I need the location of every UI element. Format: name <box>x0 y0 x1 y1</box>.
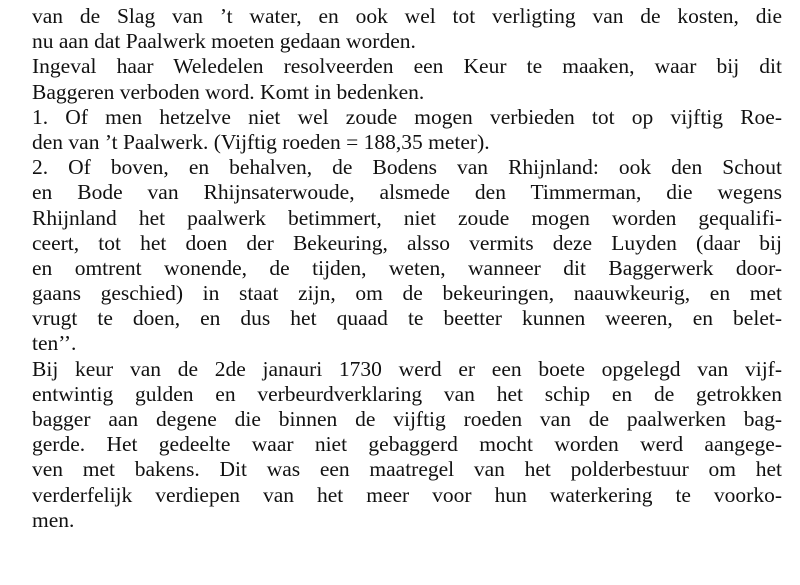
document-page <box>32 4 782 533</box>
text-line: ven met bakens. Dit was een maatregel van het polderbestuur om het <box>32 457 782 482</box>
text-line: gaans geschied) in staat zijn, om de bekeuringen, naauwkeurig, en met <box>32 281 782 306</box>
text-line: entwintig gulden en verbeurdverklaring van het schip en de getrokken <box>32 381 782 406</box>
text-line: ceert, tot het doen der Bekeuring, alsso vermits deze Luyden (daar bij <box>32 230 782 255</box>
text-line: nu aan dat Paalwerk moeten gedaan worden. <box>32 29 416 54</box>
text-line: 1. Of men hetzelve niet wel zoude mogen verbieden tot op vijftig Roe- <box>32 104 782 129</box>
text-line: Baggeren verboden word. Komt in bedenken. <box>32 79 425 104</box>
text-line: en omtrent wonende, de tijden, weten, wanneer dit Baggerwerk door- <box>32 255 782 280</box>
text-line: vrugt te doen, en dus het quaad te beetter kunnen weeren, en belet- <box>32 306 782 331</box>
text-line: Ingeval haar Weledelen resolveerden een Keur te maaken, waar bij dit <box>32 54 782 79</box>
text-line: bagger aan degene die binnen de vijftig roeden van de paalwerken bag- <box>32 407 782 431</box>
text-line: en Bode van Rhijnsaterwoude, alsmede den Timmerman, die wegens <box>32 180 782 205</box>
text-line: Rhijnland het paalwerk betimmert, niet zoude mogen worden gequalifi- <box>32 205 782 230</box>
text-line: 2. Of boven, en behalven, de Bodens van Rhijnland: ook den Schout <box>32 155 782 180</box>
text-line: ten’’. <box>32 331 77 356</box>
text-line: men. <box>32 507 75 532</box>
text-line: den van ’t Paalwerk. (Vijftig roeden = 188,35 meter). <box>32 129 490 154</box>
text-line: Bij keur van de 2de janauri 1730 werd er een boete opgelegd van vijf- <box>32 356 782 381</box>
text-line: van de Slag van ’t water, en ook wel tot verligting van de kosten, die <box>32 4 782 28</box>
text-line: verderfelijk verdiepen van het meer voor hun waterkering te voorko- <box>32 482 782 507</box>
text-line: gerde. Het gedeelte waar niet gebaggerd mocht worden werd aangege- <box>32 432 782 457</box>
